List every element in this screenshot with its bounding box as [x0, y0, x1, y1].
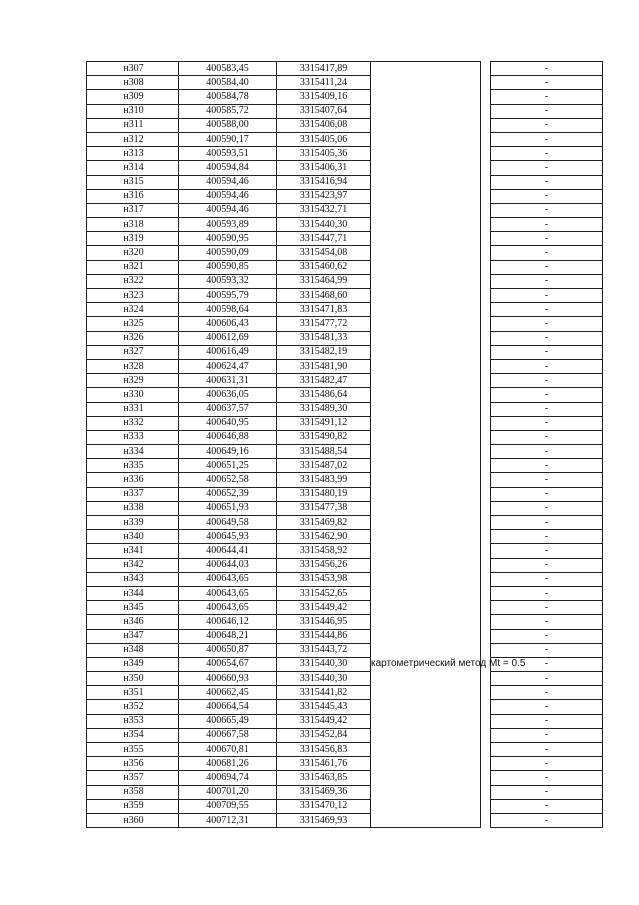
point-name-cell: н325 [87, 317, 179, 331]
table-row [87, 771, 603, 785]
error-value-cell: - [491, 445, 603, 459]
point-name-cell: н348 [87, 643, 179, 657]
x-coordinate-cell: 400654,67 [179, 657, 277, 671]
error-value-cell: - [491, 218, 603, 232]
table-row [87, 487, 603, 501]
point-name-cell: н350 [87, 672, 179, 686]
point-name-cell: н315 [87, 175, 179, 189]
table-row [87, 459, 603, 473]
table-row [87, 76, 603, 90]
y-coordinate-cell: 3315480,19 [277, 487, 371, 501]
x-coordinate-cell: 400645,93 [179, 530, 277, 544]
error-value-cell: - [491, 743, 603, 757]
error-value-cell: - [491, 686, 603, 700]
x-coordinate-cell: 400644,41 [179, 544, 277, 558]
table-row [87, 558, 603, 572]
x-coordinate-cell: 400649,16 [179, 445, 277, 459]
table-row [87, 813, 603, 827]
point-name-cell: н313 [87, 147, 179, 161]
x-coordinate-cell: 400652,39 [179, 487, 277, 501]
point-name-cell: н343 [87, 572, 179, 586]
y-coordinate-cell: 3315477,72 [277, 317, 371, 331]
y-coordinate-cell: 3315489,30 [277, 402, 371, 416]
table-row [87, 331, 603, 345]
y-coordinate-cell: 3315452,84 [277, 728, 371, 742]
point-name-cell: н328 [87, 359, 179, 373]
point-name-cell: н355 [87, 743, 179, 757]
point-name-cell: н352 [87, 700, 179, 714]
y-coordinate-cell: 3315454,08 [277, 246, 371, 260]
point-name-cell: н326 [87, 331, 179, 345]
x-coordinate-cell: 400636,05 [179, 388, 277, 402]
table-row [87, 359, 603, 373]
x-coordinate-cell: 400593,89 [179, 218, 277, 232]
point-name-cell: н310 [87, 104, 179, 118]
error-value-cell: - [491, 601, 603, 615]
y-coordinate-cell: 3315460,62 [277, 260, 371, 274]
error-value-cell: - [491, 260, 603, 274]
y-coordinate-cell: 3315447,71 [277, 232, 371, 246]
y-coordinate-cell: 3315482,19 [277, 345, 371, 359]
error-value-cell: - [491, 104, 603, 118]
point-name-cell: н316 [87, 189, 179, 203]
error-value-cell: - [491, 516, 603, 530]
x-coordinate-cell: 400701,20 [179, 785, 277, 799]
x-coordinate-cell: 400643,65 [179, 572, 277, 586]
point-name-cell: н330 [87, 388, 179, 402]
y-coordinate-cell: 3315486,64 [277, 388, 371, 402]
y-coordinate-cell: 3315481,33 [277, 331, 371, 345]
y-coordinate-cell: 3315482,47 [277, 374, 371, 388]
x-coordinate-cell: 400584,40 [179, 76, 277, 90]
y-coordinate-cell: 3315461,76 [277, 757, 371, 771]
point-name-cell: н324 [87, 303, 179, 317]
error-value-cell: - [491, 714, 603, 728]
error-value-cell: - [491, 728, 603, 742]
error-value-cell: - [491, 118, 603, 132]
table-row [87, 799, 603, 813]
point-name-cell: н354 [87, 728, 179, 742]
point-name-cell: н335 [87, 459, 179, 473]
x-coordinate-cell: 400593,51 [179, 147, 277, 161]
point-name-cell: н333 [87, 430, 179, 444]
point-name-cell: н359 [87, 799, 179, 813]
point-name-cell: н314 [87, 161, 179, 175]
point-name-cell: н344 [87, 586, 179, 600]
error-value-cell: - [491, 289, 603, 303]
y-coordinate-cell: 3315477,38 [277, 501, 371, 515]
table-row [87, 672, 603, 686]
x-coordinate-cell: 400612,69 [179, 331, 277, 345]
point-name-cell: н336 [87, 473, 179, 487]
y-coordinate-cell: 3315491,12 [277, 416, 371, 430]
y-coordinate-cell: 3315409,16 [277, 90, 371, 104]
point-name-cell: н356 [87, 757, 179, 771]
x-coordinate-cell: 400594,46 [179, 189, 277, 203]
table-row [87, 161, 603, 175]
point-name-cell: н309 [87, 90, 179, 104]
point-name-cell: н321 [87, 260, 179, 274]
gap-cell [481, 62, 491, 828]
y-coordinate-cell: 3315490,82 [277, 430, 371, 444]
table-row [87, 643, 603, 657]
error-value-cell: - [491, 90, 603, 104]
table-row [87, 260, 603, 274]
point-name-cell: н337 [87, 487, 179, 501]
y-coordinate-cell: 3315440,30 [277, 672, 371, 686]
table-row [87, 686, 603, 700]
table-row [87, 615, 603, 629]
point-name-cell: н341 [87, 544, 179, 558]
error-value-cell: - [491, 388, 603, 402]
method-label: картометрический метод Mt = 0.5 [371, 657, 526, 669]
table-row [87, 402, 603, 416]
point-name-cell: н332 [87, 416, 179, 430]
x-coordinate-cell: 400709,55 [179, 799, 277, 813]
y-coordinate-cell: 3315405,06 [277, 132, 371, 146]
x-coordinate-cell: 400583,45 [179, 62, 277, 76]
table-row [87, 203, 603, 217]
x-coordinate-cell: 400660,93 [179, 672, 277, 686]
x-coordinate-cell: 400651,93 [179, 501, 277, 515]
x-coordinate-cell: 400662,45 [179, 686, 277, 700]
y-coordinate-cell: 3315481,90 [277, 359, 371, 373]
y-coordinate-cell: 3315417,89 [277, 62, 371, 76]
point-name-cell: н349 [87, 657, 179, 671]
y-coordinate-cell: 3315446,95 [277, 615, 371, 629]
table-row [87, 246, 603, 260]
y-coordinate-cell: 3315463,85 [277, 771, 371, 785]
error-value-cell: - [491, 501, 603, 515]
x-coordinate-cell: 400712,31 [179, 813, 277, 827]
error-value-cell: - [491, 813, 603, 827]
y-coordinate-cell: 3315456,26 [277, 558, 371, 572]
point-name-cell: н346 [87, 615, 179, 629]
error-value-cell: - [491, 331, 603, 345]
point-name-cell: н311 [87, 118, 179, 132]
x-coordinate-cell: 400665,49 [179, 714, 277, 728]
table-row [87, 757, 603, 771]
table-row [87, 274, 603, 288]
x-coordinate-cell: 400648,21 [179, 629, 277, 643]
x-coordinate-cell: 400598,64 [179, 303, 277, 317]
x-coordinate-cell: 400594,46 [179, 203, 277, 217]
table-row [87, 544, 603, 558]
point-name-cell: н351 [87, 686, 179, 700]
x-coordinate-cell: 400590,09 [179, 246, 277, 260]
y-coordinate-cell: 3315487,02 [277, 459, 371, 473]
error-value-cell: - [491, 799, 603, 813]
y-coordinate-cell: 3315458,92 [277, 544, 371, 558]
table-row [87, 586, 603, 600]
error-value-cell: - [491, 615, 603, 629]
y-coordinate-cell: 3315443,72 [277, 643, 371, 657]
x-coordinate-cell: 400652,58 [179, 473, 277, 487]
error-value-cell: - [491, 558, 603, 572]
y-coordinate-cell: 3315444,86 [277, 629, 371, 643]
point-name-cell: н334 [87, 445, 179, 459]
point-name-cell: н318 [87, 218, 179, 232]
x-coordinate-cell: 400670,81 [179, 743, 277, 757]
table-row [87, 104, 603, 118]
method-cell-upper [371, 62, 481, 530]
point-name-cell: н327 [87, 345, 179, 359]
error-value-cell: - [491, 62, 603, 76]
y-coordinate-cell: 3315452,65 [277, 586, 371, 600]
error-value-cell: - [491, 657, 603, 671]
y-coordinate-cell: 3315470,12 [277, 799, 371, 813]
table-row [87, 374, 603, 388]
error-value-cell: - [491, 544, 603, 558]
point-name-cell: н360 [87, 813, 179, 827]
table-row [87, 601, 603, 615]
y-coordinate-cell: 3315405,36 [277, 147, 371, 161]
error-value-cell: - [491, 345, 603, 359]
error-value-cell: - [491, 402, 603, 416]
point-name-cell: н358 [87, 785, 179, 799]
x-coordinate-cell: 400606,43 [179, 317, 277, 331]
table-row [87, 501, 603, 515]
table-row [87, 388, 603, 402]
x-coordinate-cell: 400585,72 [179, 104, 277, 118]
y-coordinate-cell: 3315440,30 [277, 657, 371, 671]
point-name-cell: н342 [87, 558, 179, 572]
table-row [87, 62, 603, 76]
table-row [87, 232, 603, 246]
table-row [87, 303, 603, 317]
error-value-cell: - [491, 161, 603, 175]
y-coordinate-cell: 3315488,54 [277, 445, 371, 459]
error-value-cell: - [491, 530, 603, 544]
y-coordinate-cell: 3315468,60 [277, 289, 371, 303]
table-row [87, 345, 603, 359]
x-coordinate-cell: 400624,47 [179, 359, 277, 373]
y-coordinate-cell: 3315469,82 [277, 516, 371, 530]
error-value-cell: - [491, 572, 603, 586]
table-row [87, 629, 603, 643]
y-coordinate-cell: 3315469,36 [277, 785, 371, 799]
y-coordinate-cell: 3315423,97 [277, 189, 371, 203]
x-coordinate-cell: 400584,78 [179, 90, 277, 104]
x-coordinate-cell: 400637,57 [179, 402, 277, 416]
y-coordinate-cell: 3315453,98 [277, 572, 371, 586]
coordinates-table-body [87, 62, 603, 828]
point-name-cell: н320 [87, 246, 179, 260]
table-row [87, 147, 603, 161]
y-coordinate-cell: 3315440,30 [277, 218, 371, 232]
x-coordinate-cell: 400640,95 [179, 416, 277, 430]
error-value-cell: - [491, 189, 603, 203]
y-coordinate-cell: 3315406,31 [277, 161, 371, 175]
error-value-cell: - [491, 246, 603, 260]
x-coordinate-cell: 400643,65 [179, 601, 277, 615]
error-value-cell: - [491, 232, 603, 246]
y-coordinate-cell: 3315462,90 [277, 530, 371, 544]
error-value-cell: - [491, 147, 603, 161]
error-value-cell: - [491, 473, 603, 487]
point-name-cell: н345 [87, 601, 179, 615]
table-row [87, 218, 603, 232]
x-coordinate-cell: 400593,32 [179, 274, 277, 288]
table-row [87, 657, 603, 671]
x-coordinate-cell: 400590,95 [179, 232, 277, 246]
y-coordinate-cell: 3315456,83 [277, 743, 371, 757]
error-value-cell: - [491, 430, 603, 444]
point-name-cell: н307 [87, 62, 179, 76]
x-coordinate-cell: 400643,65 [179, 586, 277, 600]
error-value-cell: - [491, 303, 603, 317]
x-coordinate-cell: 400650,87 [179, 643, 277, 657]
table-row [87, 175, 603, 189]
error-value-cell: - [491, 274, 603, 288]
table-row [87, 118, 603, 132]
table-row [87, 572, 603, 586]
x-coordinate-cell: 400651,25 [179, 459, 277, 473]
point-name-cell: н312 [87, 132, 179, 146]
x-coordinate-cell: 400590,85 [179, 260, 277, 274]
error-value-cell: - [491, 487, 603, 501]
x-coordinate-cell: 400595,79 [179, 289, 277, 303]
y-coordinate-cell: 3315449,42 [277, 601, 371, 615]
table-row [87, 90, 603, 104]
y-coordinate-cell: 3315445,43 [277, 700, 371, 714]
point-name-cell: н357 [87, 771, 179, 785]
error-value-cell: - [491, 643, 603, 657]
x-coordinate-cell: 400594,84 [179, 161, 277, 175]
table-row [87, 445, 603, 459]
table-row [87, 728, 603, 742]
y-coordinate-cell: 3315441,82 [277, 686, 371, 700]
table-row [87, 785, 603, 799]
y-coordinate-cell: 3315464,99 [277, 274, 371, 288]
y-coordinate-cell: 3315416,94 [277, 175, 371, 189]
error-value-cell: - [491, 629, 603, 643]
error-value-cell: - [491, 672, 603, 686]
x-coordinate-cell: 400694,74 [179, 771, 277, 785]
table-row [87, 416, 603, 430]
error-value-cell: - [491, 700, 603, 714]
point-name-cell: н322 [87, 274, 179, 288]
x-coordinate-cell: 400667,58 [179, 728, 277, 742]
y-coordinate-cell: 3315483,99 [277, 473, 371, 487]
point-name-cell: н340 [87, 530, 179, 544]
error-value-cell: - [491, 771, 603, 785]
error-value-cell: - [491, 76, 603, 90]
error-value-cell: - [491, 586, 603, 600]
table-row [87, 700, 603, 714]
x-coordinate-cell: 400681,26 [179, 757, 277, 771]
x-coordinate-cell: 400664,54 [179, 700, 277, 714]
point-name-cell: н317 [87, 203, 179, 217]
y-coordinate-cell: 3315449,42 [277, 714, 371, 728]
table-row [87, 189, 603, 203]
x-coordinate-cell: 400588,00 [179, 118, 277, 132]
y-coordinate-cell: 3315411,24 [277, 76, 371, 90]
y-coordinate-cell: 3315432,71 [277, 203, 371, 217]
point-name-cell: н323 [87, 289, 179, 303]
x-coordinate-cell: 400649,58 [179, 516, 277, 530]
point-name-cell: н353 [87, 714, 179, 728]
point-name-cell: н319 [87, 232, 179, 246]
x-coordinate-cell: 400644,03 [179, 558, 277, 572]
error-value-cell: - [491, 203, 603, 217]
x-coordinate-cell: 400594,46 [179, 175, 277, 189]
x-coordinate-cell: 400631,31 [179, 374, 277, 388]
error-value-cell: - [491, 757, 603, 771]
table-row [87, 289, 603, 303]
x-coordinate-cell: 400590,17 [179, 132, 277, 146]
point-name-cell: н339 [87, 516, 179, 530]
error-value-cell: - [491, 132, 603, 146]
coordinates-table [86, 61, 603, 828]
point-name-cell: н347 [87, 629, 179, 643]
table-row [87, 530, 603, 544]
table-row [87, 317, 603, 331]
error-value-cell: - [491, 459, 603, 473]
x-coordinate-cell: 400646,12 [179, 615, 277, 629]
error-value-cell: - [491, 416, 603, 430]
error-value-cell: - [491, 785, 603, 799]
table-row [87, 516, 603, 530]
point-name-cell: н338 [87, 501, 179, 515]
y-coordinate-cell: 3315469,93 [277, 813, 371, 827]
table-row [87, 714, 603, 728]
y-coordinate-cell: 3315407,64 [277, 104, 371, 118]
error-value-cell: - [491, 374, 603, 388]
error-value-cell: - [491, 317, 603, 331]
table-row [87, 430, 603, 444]
table-row [87, 132, 603, 146]
error-value-cell: - [491, 359, 603, 373]
x-coordinate-cell: 400616,49 [179, 345, 277, 359]
point-name-cell: н308 [87, 76, 179, 90]
y-coordinate-cell: 3315406,08 [277, 118, 371, 132]
x-coordinate-cell: 400646,88 [179, 430, 277, 444]
method-cell [371, 530, 526, 828]
point-name-cell: н331 [87, 402, 179, 416]
point-name-cell: н329 [87, 374, 179, 388]
table-row [87, 473, 603, 487]
error-value-cell: - [491, 175, 603, 189]
y-coordinate-cell: 3315471,83 [277, 303, 371, 317]
table-row [87, 743, 603, 757]
